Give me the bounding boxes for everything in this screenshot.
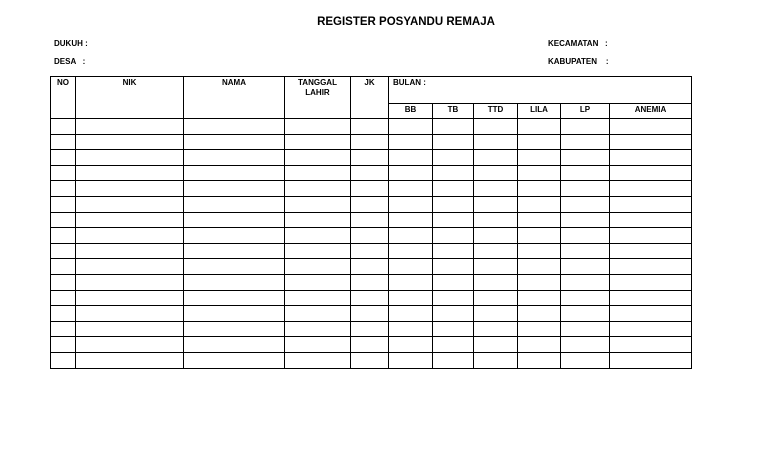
table-cell[interactable] bbox=[518, 321, 561, 337]
table-cell[interactable] bbox=[610, 165, 692, 181]
table-cell[interactable] bbox=[610, 196, 692, 212]
table-cell[interactable] bbox=[76, 352, 184, 368]
table-cell[interactable] bbox=[474, 150, 518, 166]
table-cell[interactable] bbox=[474, 119, 518, 135]
table-row bbox=[51, 196, 692, 212]
table-cell[interactable] bbox=[474, 352, 518, 368]
table-cell[interactable] bbox=[474, 337, 518, 353]
table-cell[interactable] bbox=[518, 337, 561, 353]
table-cell[interactable] bbox=[561, 290, 610, 306]
table-cell[interactable] bbox=[51, 337, 76, 353]
table-cell[interactable] bbox=[51, 196, 76, 212]
table-cell[interactable] bbox=[351, 274, 389, 290]
table-row bbox=[51, 352, 692, 368]
table-cell[interactable] bbox=[184, 274, 285, 290]
table-cell[interactable] bbox=[51, 165, 76, 181]
table-cell[interactable] bbox=[351, 134, 389, 150]
table-cell[interactable] bbox=[51, 228, 76, 244]
table-cell[interactable] bbox=[474, 196, 518, 212]
table-cell[interactable] bbox=[51, 119, 76, 135]
table-row bbox=[51, 306, 692, 322]
table-cell[interactable] bbox=[184, 337, 285, 353]
table-cell[interactable] bbox=[285, 337, 351, 353]
table-row bbox=[51, 337, 692, 353]
table-cell[interactable] bbox=[474, 181, 518, 197]
table-row bbox=[51, 165, 692, 181]
table-cell[interactable] bbox=[285, 274, 351, 290]
table-cell[interactable] bbox=[76, 228, 184, 244]
table-cell[interactable] bbox=[285, 212, 351, 228]
table-cell[interactable] bbox=[76, 212, 184, 228]
header-anemia: ANEMIA bbox=[610, 104, 692, 119]
table-cell[interactable] bbox=[184, 352, 285, 368]
table-cell[interactable] bbox=[389, 290, 433, 306]
table-cell[interactable] bbox=[561, 352, 610, 368]
table-cell[interactable] bbox=[518, 134, 561, 150]
table-cell[interactable] bbox=[51, 259, 76, 275]
table-cell[interactable] bbox=[351, 181, 389, 197]
table-cell[interactable] bbox=[389, 321, 433, 337]
table-cell[interactable] bbox=[610, 259, 692, 275]
document-title: REGISTER POSYANDU REMAJA bbox=[317, 16, 495, 28]
table-cell[interactable] bbox=[389, 212, 433, 228]
table-cell[interactable] bbox=[184, 134, 285, 150]
table-row bbox=[51, 134, 692, 150]
table-cell[interactable] bbox=[351, 196, 389, 212]
table-cell[interactable] bbox=[76, 337, 184, 353]
table-cell[interactable] bbox=[76, 196, 184, 212]
header-ttd: TTD bbox=[474, 104, 518, 119]
table-cell[interactable] bbox=[561, 337, 610, 353]
table-cell[interactable] bbox=[474, 212, 518, 228]
table-cell[interactable] bbox=[518, 150, 561, 166]
table-row bbox=[51, 181, 692, 197]
table-cell[interactable] bbox=[184, 119, 285, 135]
table-cell[interactable] bbox=[561, 259, 610, 275]
table-cell[interactable] bbox=[610, 228, 692, 244]
table-row bbox=[51, 274, 692, 290]
table-row bbox=[51, 290, 692, 306]
table-cell[interactable] bbox=[184, 181, 285, 197]
table-cell[interactable] bbox=[474, 134, 518, 150]
table-cell[interactable] bbox=[389, 259, 433, 275]
header-nama: NAMA bbox=[184, 77, 285, 119]
table-cell[interactable] bbox=[518, 290, 561, 306]
kecamatan-label: KECAMATAN : bbox=[548, 39, 608, 48]
table-cell[interactable] bbox=[389, 181, 433, 197]
table-cell[interactable] bbox=[76, 306, 184, 322]
table-cell[interactable] bbox=[610, 321, 692, 337]
table-cell[interactable] bbox=[518, 306, 561, 322]
desa-label: DESA : bbox=[54, 57, 86, 66]
dukuh-label: DUKUH : bbox=[54, 39, 88, 48]
table-cell[interactable] bbox=[561, 119, 610, 135]
table-cell[interactable] bbox=[389, 150, 433, 166]
table-cell[interactable] bbox=[518, 119, 561, 135]
table-cell[interactable] bbox=[610, 212, 692, 228]
table-cell[interactable] bbox=[610, 274, 692, 290]
table-cell[interactable] bbox=[474, 306, 518, 322]
table-cell[interactable] bbox=[184, 290, 285, 306]
table-cell[interactable] bbox=[518, 352, 561, 368]
table-cell[interactable] bbox=[474, 274, 518, 290]
table-cell[interactable] bbox=[76, 119, 184, 135]
table-cell[interactable] bbox=[561, 196, 610, 212]
table-cell[interactable] bbox=[610, 150, 692, 166]
table-cell[interactable] bbox=[433, 290, 474, 306]
table-cell[interactable] bbox=[518, 228, 561, 244]
table-cell[interactable] bbox=[561, 306, 610, 322]
table-cell[interactable] bbox=[433, 337, 474, 353]
table-cell[interactable] bbox=[561, 321, 610, 337]
header-bb: BB bbox=[389, 104, 433, 119]
table-cell[interactable] bbox=[433, 243, 474, 259]
table-cell[interactable] bbox=[285, 196, 351, 212]
table-cell[interactable] bbox=[184, 212, 285, 228]
table-cell[interactable] bbox=[433, 352, 474, 368]
table-cell[interactable] bbox=[389, 119, 433, 135]
table-cell[interactable] bbox=[76, 259, 184, 275]
table-cell[interactable] bbox=[285, 228, 351, 244]
table-cell[interactable] bbox=[518, 274, 561, 290]
table-cell[interactable] bbox=[184, 321, 285, 337]
table-cell[interactable] bbox=[351, 337, 389, 353]
table-cell[interactable] bbox=[51, 321, 76, 337]
table-row bbox=[51, 228, 692, 244]
table-cell[interactable] bbox=[389, 337, 433, 353]
table-cell[interactable] bbox=[610, 181, 692, 197]
table-cell[interactable] bbox=[351, 290, 389, 306]
table-cell[interactable] bbox=[610, 290, 692, 306]
table-cell[interactable] bbox=[184, 165, 285, 181]
table-cell[interactable] bbox=[474, 290, 518, 306]
table-cell[interactable] bbox=[561, 150, 610, 166]
table-cell[interactable] bbox=[561, 212, 610, 228]
table-cell[interactable] bbox=[433, 259, 474, 275]
table-cell[interactable] bbox=[51, 352, 76, 368]
table-cell[interactable] bbox=[561, 243, 610, 259]
table-cell[interactable] bbox=[285, 134, 351, 150]
table-cell[interactable] bbox=[389, 306, 433, 322]
table-cell[interactable] bbox=[389, 243, 433, 259]
table-cell[interactable] bbox=[433, 150, 474, 166]
table-cell[interactable] bbox=[433, 228, 474, 244]
table-cell[interactable] bbox=[389, 274, 433, 290]
table-cell[interactable] bbox=[51, 150, 76, 166]
table-cell[interactable] bbox=[518, 259, 561, 275]
table-cell[interactable] bbox=[76, 321, 184, 337]
table-row bbox=[51, 212, 692, 228]
table-cell[interactable] bbox=[285, 290, 351, 306]
table-row bbox=[51, 119, 692, 135]
table-cell[interactable] bbox=[518, 165, 561, 181]
register-body bbox=[51, 119, 692, 369]
table-cell[interactable] bbox=[433, 321, 474, 337]
table-cell[interactable] bbox=[184, 150, 285, 166]
table-cell[interactable] bbox=[351, 119, 389, 135]
table-cell[interactable] bbox=[610, 119, 692, 135]
table-cell[interactable] bbox=[433, 196, 474, 212]
table-cell[interactable] bbox=[51, 243, 76, 259]
table-cell[interactable] bbox=[610, 306, 692, 322]
table-cell[interactable] bbox=[76, 290, 184, 306]
table-cell[interactable] bbox=[389, 228, 433, 244]
table-cell[interactable] bbox=[51, 181, 76, 197]
table-cell[interactable] bbox=[518, 212, 561, 228]
table-cell[interactable] bbox=[51, 274, 76, 290]
table-cell[interactable] bbox=[610, 337, 692, 353]
kabupaten-label: KABUPATEN : bbox=[548, 57, 609, 66]
table-cell[interactable] bbox=[351, 321, 389, 337]
table-cell[interactable] bbox=[351, 243, 389, 259]
table-row bbox=[51, 243, 692, 259]
table-cell[interactable] bbox=[285, 243, 351, 259]
table-cell[interactable] bbox=[433, 274, 474, 290]
table-cell[interactable] bbox=[433, 119, 474, 135]
table-cell[interactable] bbox=[51, 306, 76, 322]
table-cell[interactable] bbox=[389, 134, 433, 150]
table-cell[interactable] bbox=[518, 196, 561, 212]
header-nik: NIK bbox=[76, 77, 184, 119]
header-bulan: BULAN : bbox=[389, 77, 692, 104]
table-cell[interactable] bbox=[285, 181, 351, 197]
table-cell[interactable] bbox=[351, 165, 389, 181]
table-cell[interactable] bbox=[76, 150, 184, 166]
table-cell[interactable] bbox=[389, 196, 433, 212]
table-cell[interactable] bbox=[351, 150, 389, 166]
table-cell[interactable] bbox=[184, 259, 285, 275]
table-cell[interactable] bbox=[76, 243, 184, 259]
table-cell[interactable] bbox=[184, 306, 285, 322]
table-cell[interactable] bbox=[184, 196, 285, 212]
table-cell[interactable] bbox=[433, 134, 474, 150]
table-cell[interactable] bbox=[285, 306, 351, 322]
table-cell[interactable] bbox=[51, 290, 76, 306]
header-lila: LILA bbox=[518, 104, 561, 119]
table-cell[interactable] bbox=[561, 181, 610, 197]
table-cell[interactable] bbox=[433, 212, 474, 228]
table-cell[interactable] bbox=[351, 352, 389, 368]
table-row bbox=[51, 321, 692, 337]
table-cell[interactable] bbox=[561, 134, 610, 150]
table-cell[interactable] bbox=[351, 228, 389, 244]
table-cell[interactable] bbox=[561, 228, 610, 244]
table-cell[interactable] bbox=[76, 134, 184, 150]
table-cell[interactable] bbox=[610, 352, 692, 368]
table-cell[interactable] bbox=[389, 352, 433, 368]
header-lp: LP bbox=[561, 104, 610, 119]
table-cell[interactable] bbox=[285, 150, 351, 166]
table-cell[interactable] bbox=[76, 165, 184, 181]
table-cell[interactable] bbox=[518, 243, 561, 259]
table-cell[interactable] bbox=[433, 181, 474, 197]
table-cell[interactable] bbox=[474, 243, 518, 259]
table-cell[interactable] bbox=[285, 321, 351, 337]
table-cell[interactable] bbox=[76, 274, 184, 290]
table-cell[interactable] bbox=[433, 165, 474, 181]
table-cell[interactable] bbox=[474, 228, 518, 244]
table-cell[interactable] bbox=[51, 212, 76, 228]
table-cell[interactable] bbox=[610, 243, 692, 259]
table-cell[interactable] bbox=[285, 165, 351, 181]
header-no: NO bbox=[51, 77, 76, 119]
header-tb: TB bbox=[433, 104, 474, 119]
register-table bbox=[50, 76, 692, 369]
table-cell[interactable] bbox=[433, 306, 474, 322]
table-cell[interactable] bbox=[474, 259, 518, 275]
table-cell[interactable] bbox=[184, 243, 285, 259]
table-cell[interactable] bbox=[51, 134, 76, 150]
table-cell[interactable] bbox=[518, 181, 561, 197]
table-cell[interactable] bbox=[561, 274, 610, 290]
table-cell[interactable] bbox=[474, 165, 518, 181]
table-cell[interactable] bbox=[351, 212, 389, 228]
table-cell[interactable] bbox=[351, 259, 389, 275]
table-cell[interactable] bbox=[285, 119, 351, 135]
table-cell[interactable] bbox=[561, 165, 610, 181]
table-cell[interactable] bbox=[285, 352, 351, 368]
table-cell[interactable] bbox=[285, 259, 351, 275]
table-row bbox=[51, 259, 692, 275]
table-cell[interactable] bbox=[474, 321, 518, 337]
table-cell[interactable] bbox=[610, 134, 692, 150]
table-cell[interactable] bbox=[351, 306, 389, 322]
table-cell[interactable] bbox=[389, 165, 433, 181]
table-cell[interactable] bbox=[184, 228, 285, 244]
table-row bbox=[51, 150, 692, 166]
table-cell[interactable] bbox=[76, 181, 184, 197]
header-jk: JK bbox=[351, 77, 389, 119]
header-tanggal-lahir: TANGGAL LAHIR bbox=[285, 77, 351, 119]
